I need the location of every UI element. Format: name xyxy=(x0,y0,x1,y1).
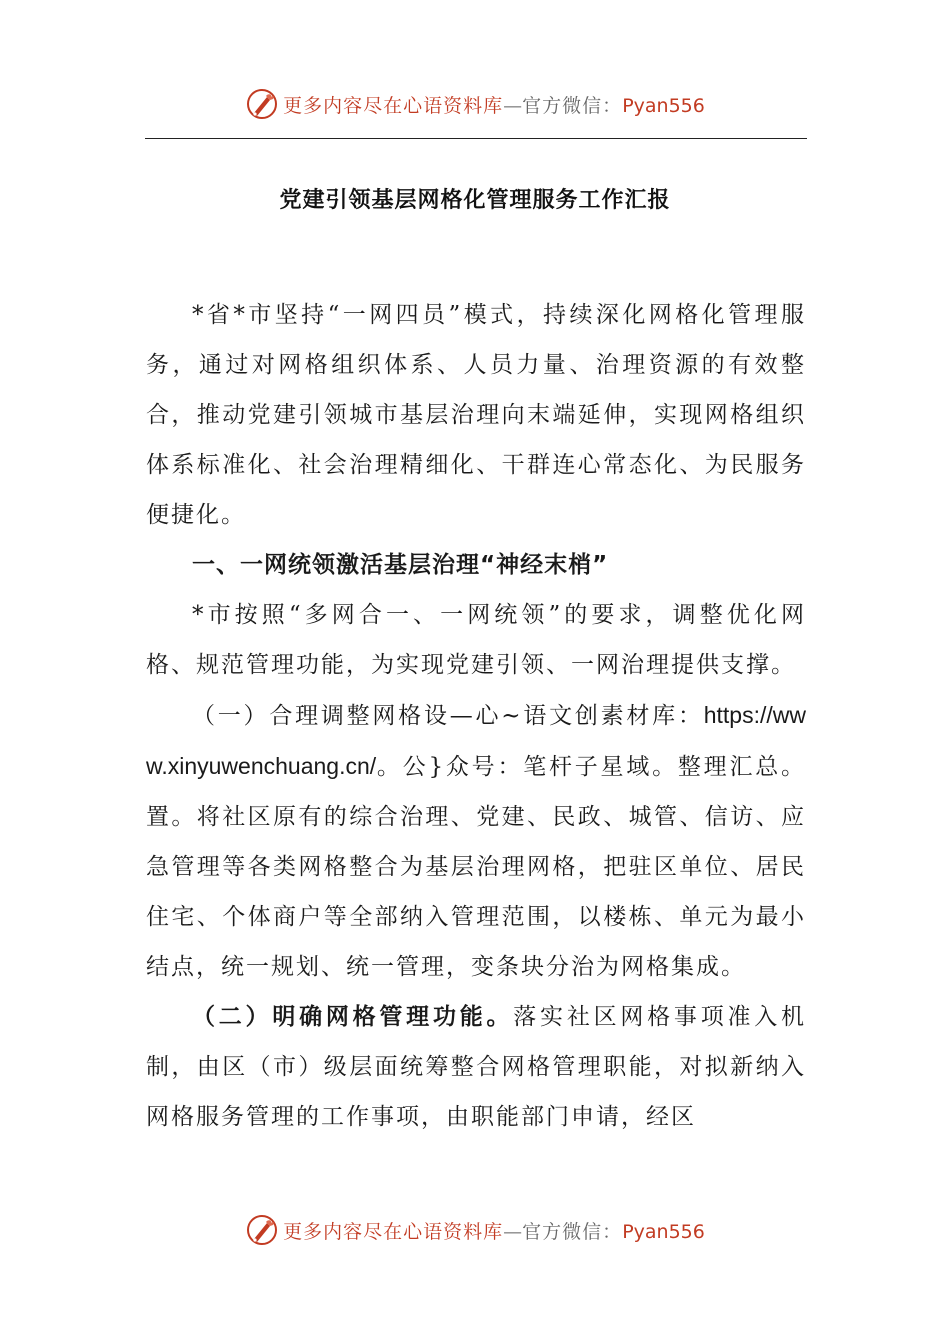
item-2-paragraph: （二）明确网格管理功能。落实社区网格事项准入机制，由区（市）级层面统筹整合网格管理职能，对拟新纳入网格服务管理的工作事项，由职能部门申请，经区 xyxy=(146,1004,807,1130)
pen-heart-logo-icon xyxy=(245,87,279,121)
document-body xyxy=(146,290,806,1142)
item-1-paragraph: （一）合理调整网格设—心~语文创素材库：https://www.xinyuwenchuang.cn/。公}众号：笔杆子星域。整理汇总。置。将社区原有的综合治理、党建、民政、城管、信访、应急管理等各类网格整合为基层治理网格，把驻区单位、居民住宅、个体商户等全部纳入管理范围，以楼栋、单元为最小结点，统一规划、统一管理，变条块分治为网格集成。 xyxy=(146,702,806,980)
item-2-heading: （二）明确网格管理功能。 xyxy=(192,1004,514,1030)
section-heading: 一、一网统领激活基层治理“神经末梢” xyxy=(192,552,609,578)
watermark-text: 更多内容尽在心语资料库—官方微信：Pyan556 xyxy=(283,94,705,117)
header-divider xyxy=(145,138,807,139)
header-watermark-banner xyxy=(0,84,950,124)
intro-paragraph: *省*市坚持“一网四员”模式，持续深化网格化管理服务，通过对网格组织体系、人员力量、治理资源的有效整合，推动党建引领城市基层治理向末端延伸，实现网格组织体系标准化、社会治理精细化、干群连心常态化、为民服务便捷化。 xyxy=(146,302,806,528)
watermark-text: 更多内容尽在心语资料库—官方微信：Pyan556 xyxy=(283,1220,705,1243)
source-url: https://www.xinyuwenchuang.cn/ xyxy=(146,702,806,779)
section-intro-paragraph: *市按照“多网合一、一网统领”的要求，调整优化网格、规范管理功能，为实现党建引领、一网治理提供支撑。 xyxy=(146,602,806,678)
pen-heart-logo-icon xyxy=(245,1213,279,1247)
footer-watermark-banner xyxy=(0,1210,950,1250)
document-title: 党建引领基层网格化管理服务工作汇报 xyxy=(279,188,671,213)
